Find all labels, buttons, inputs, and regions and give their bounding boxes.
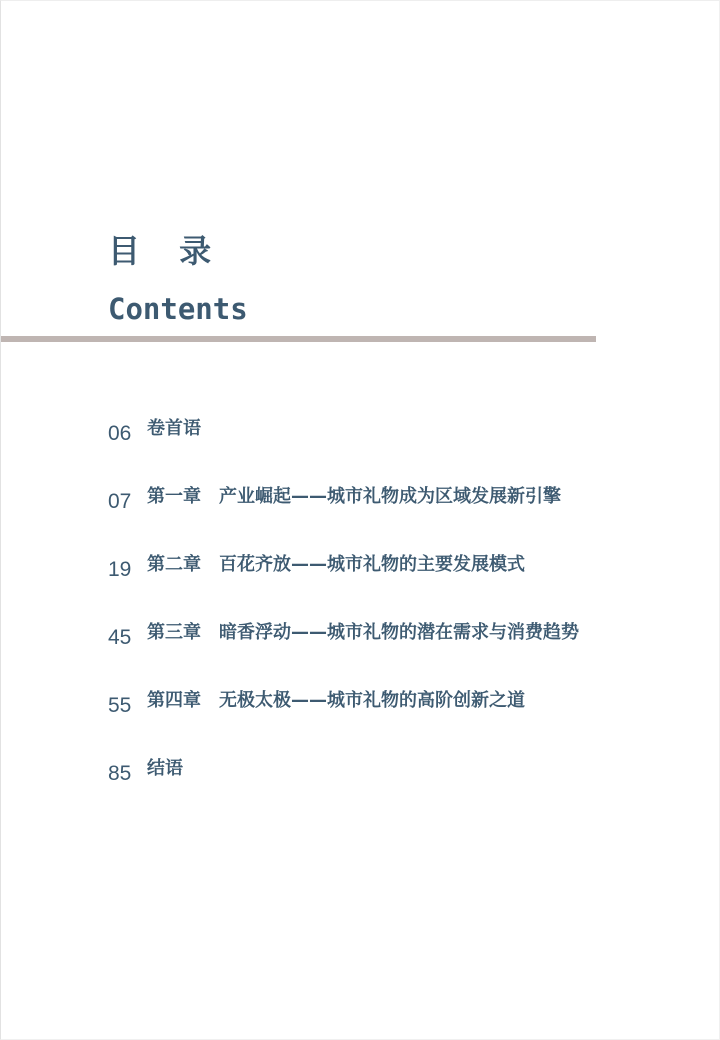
toc-item-chapter-1[interactable]: [108, 483, 668, 551]
toc-item-epilogue[interactable]: [108, 755, 668, 823]
toc-chapter-label: 第四章: [147, 690, 201, 711]
table-of-contents: [108, 415, 668, 823]
toc-page-number: 85: [108, 762, 132, 785]
toc-entry-title: 暗香浮动——城市礼物的潜在需求与消费趋势: [219, 622, 579, 643]
toc-page-number: 07: [108, 490, 132, 513]
toc-entry-text: [147, 483, 561, 511]
toc-item-chapter-2[interactable]: [108, 551, 668, 619]
toc-entry-text: [147, 755, 183, 783]
toc-chapter-label: 第三章: [147, 622, 201, 643]
toc-entry-text: [147, 415, 201, 443]
toc-entry-title: 无极太极——城市礼物的高阶创新之道: [219, 690, 525, 711]
toc-chapter-label: 第一章: [147, 486, 201, 507]
toc-entry-text: [147, 619, 579, 647]
toc-page-number: 06: [108, 422, 132, 445]
toc-entry-title: 产业崛起——城市礼物成为区域发展新引擎: [219, 486, 561, 507]
toc-entry-title: 百花齐放——城市礼物的主要发展模式: [219, 554, 525, 575]
toc-page-number: 55: [108, 694, 132, 717]
toc-entry-text: [147, 687, 525, 715]
toc-item-chapter-4[interactable]: [108, 687, 668, 755]
page-subtitle: Contents: [108, 292, 248, 326]
toc-chapter-label: 第二章: [147, 554, 201, 575]
toc-page-number: 19: [108, 558, 132, 581]
toc-entry-text: [147, 551, 525, 579]
toc-entry-title: 卷首语: [147, 418, 201, 439]
toc-item-chapter-3[interactable]: [108, 619, 668, 687]
toc-entry-title: 结语: [147, 758, 183, 779]
page-title: 目 录: [108, 232, 226, 270]
title-divider: [1, 336, 596, 342]
toc-item-preface[interactable]: [108, 415, 668, 483]
toc-page-number: 45: [108, 626, 132, 649]
